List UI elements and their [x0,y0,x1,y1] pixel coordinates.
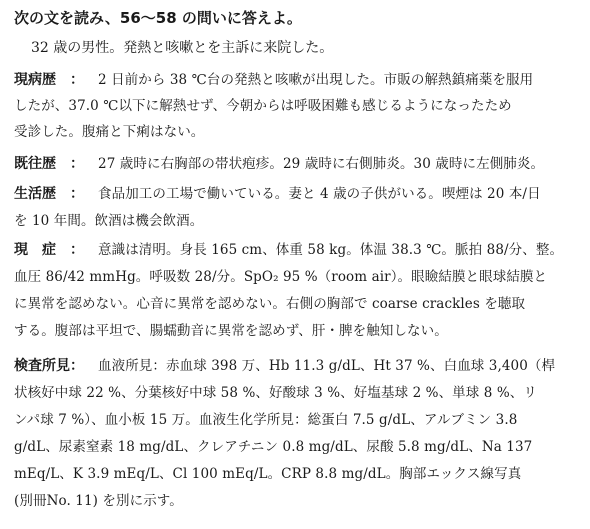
lab-findings-line: (別冊No. 11) を別に示す。 [14,493,183,509]
life-history-line: を 10 年間。飲酒は機会飲酒。 [14,213,204,229]
history-line: 2 日前から 38 ℃台の発熱と咳嗽が出現した。市販の解熱鎮痛薬を服用 [98,72,534,88]
lab-findings-label: 検査所見： [14,358,84,374]
question-instruction: 次の文を読み、56〜58 の問いに答えよ。 [14,9,302,27]
history-line: 受診した。腹痛と下痢はない。 [14,124,205,140]
life-history-line: 食品加工の工場で働いている。妻と 4 歳の子供がいる。喫煙は 20 本/日 [98,186,541,202]
history-line: したが、37.0 ℃以下に解熱せず、今朝からは呼吸困難も感じるようになったため [14,98,512,114]
life-history-label: 生活歴 ： [14,186,84,202]
lab-findings-line: mEq/L、K 3.9 mEq/L、Cl 100 mEq/L。CRP 8.8 mg/dL。胸部エックス線写真 [14,466,522,482]
lab-findings-line: g/dL、尿素窒素 18 mg/dL、クレアチニン 0.8 mg/dL、尿酸 5.8 mg/dL、Na 137 [14,439,533,455]
present-illness-line: 意識は清明。身長 165 cm、体重 58 kg。体温 38.3 ℃。脈拍 88/分、整。 [98,242,564,258]
lab-findings-line: 状核好中球 22 %、分葉核好中球 58 %、好酸球 3 %、好塩基球 2 %、単球 8 %、リ [14,385,537,401]
present-illness-line: に異常を認めない。心音に異常を認めない。右側の胸部で coarse crackles を聴取 [14,296,526,312]
lab-findings-line: 血液所見：赤血球 398 万、Hb 11.3 g/dL、Ht 37 %、白血球 3,400（桿 [98,358,556,374]
present-illness-line: 血圧 86/42 mmHg。呼吸数 28/分。SpO₂ 95 %（room air）。眼瞼結膜と眼球結膜と [14,269,548,285]
past-history-label: 既往歴 ： [14,156,84,172]
present-illness-label: 現 症 ： [14,242,84,258]
past-history-line: 27 歳時に右胸部の帯状疱疹。29 歳時に右側肺炎。30 歳時に左側肺炎。 [98,156,545,172]
history-label: 現病歴 ： [14,72,84,88]
present-illness-line: する。腹部は平坦で、腸蠕動音に異常を認めず、肝・脾を触知しない。 [14,323,448,339]
lab-findings-line: ンパ球 7 %）、血小板 15 万。血液生化学所見：総蛋白 7.5 g/dL、アルブミン 3.8 [14,412,518,428]
patient-summary: 32 歳の男性。発熱と咳嗽とを主訴に来院した。 [31,40,334,56]
